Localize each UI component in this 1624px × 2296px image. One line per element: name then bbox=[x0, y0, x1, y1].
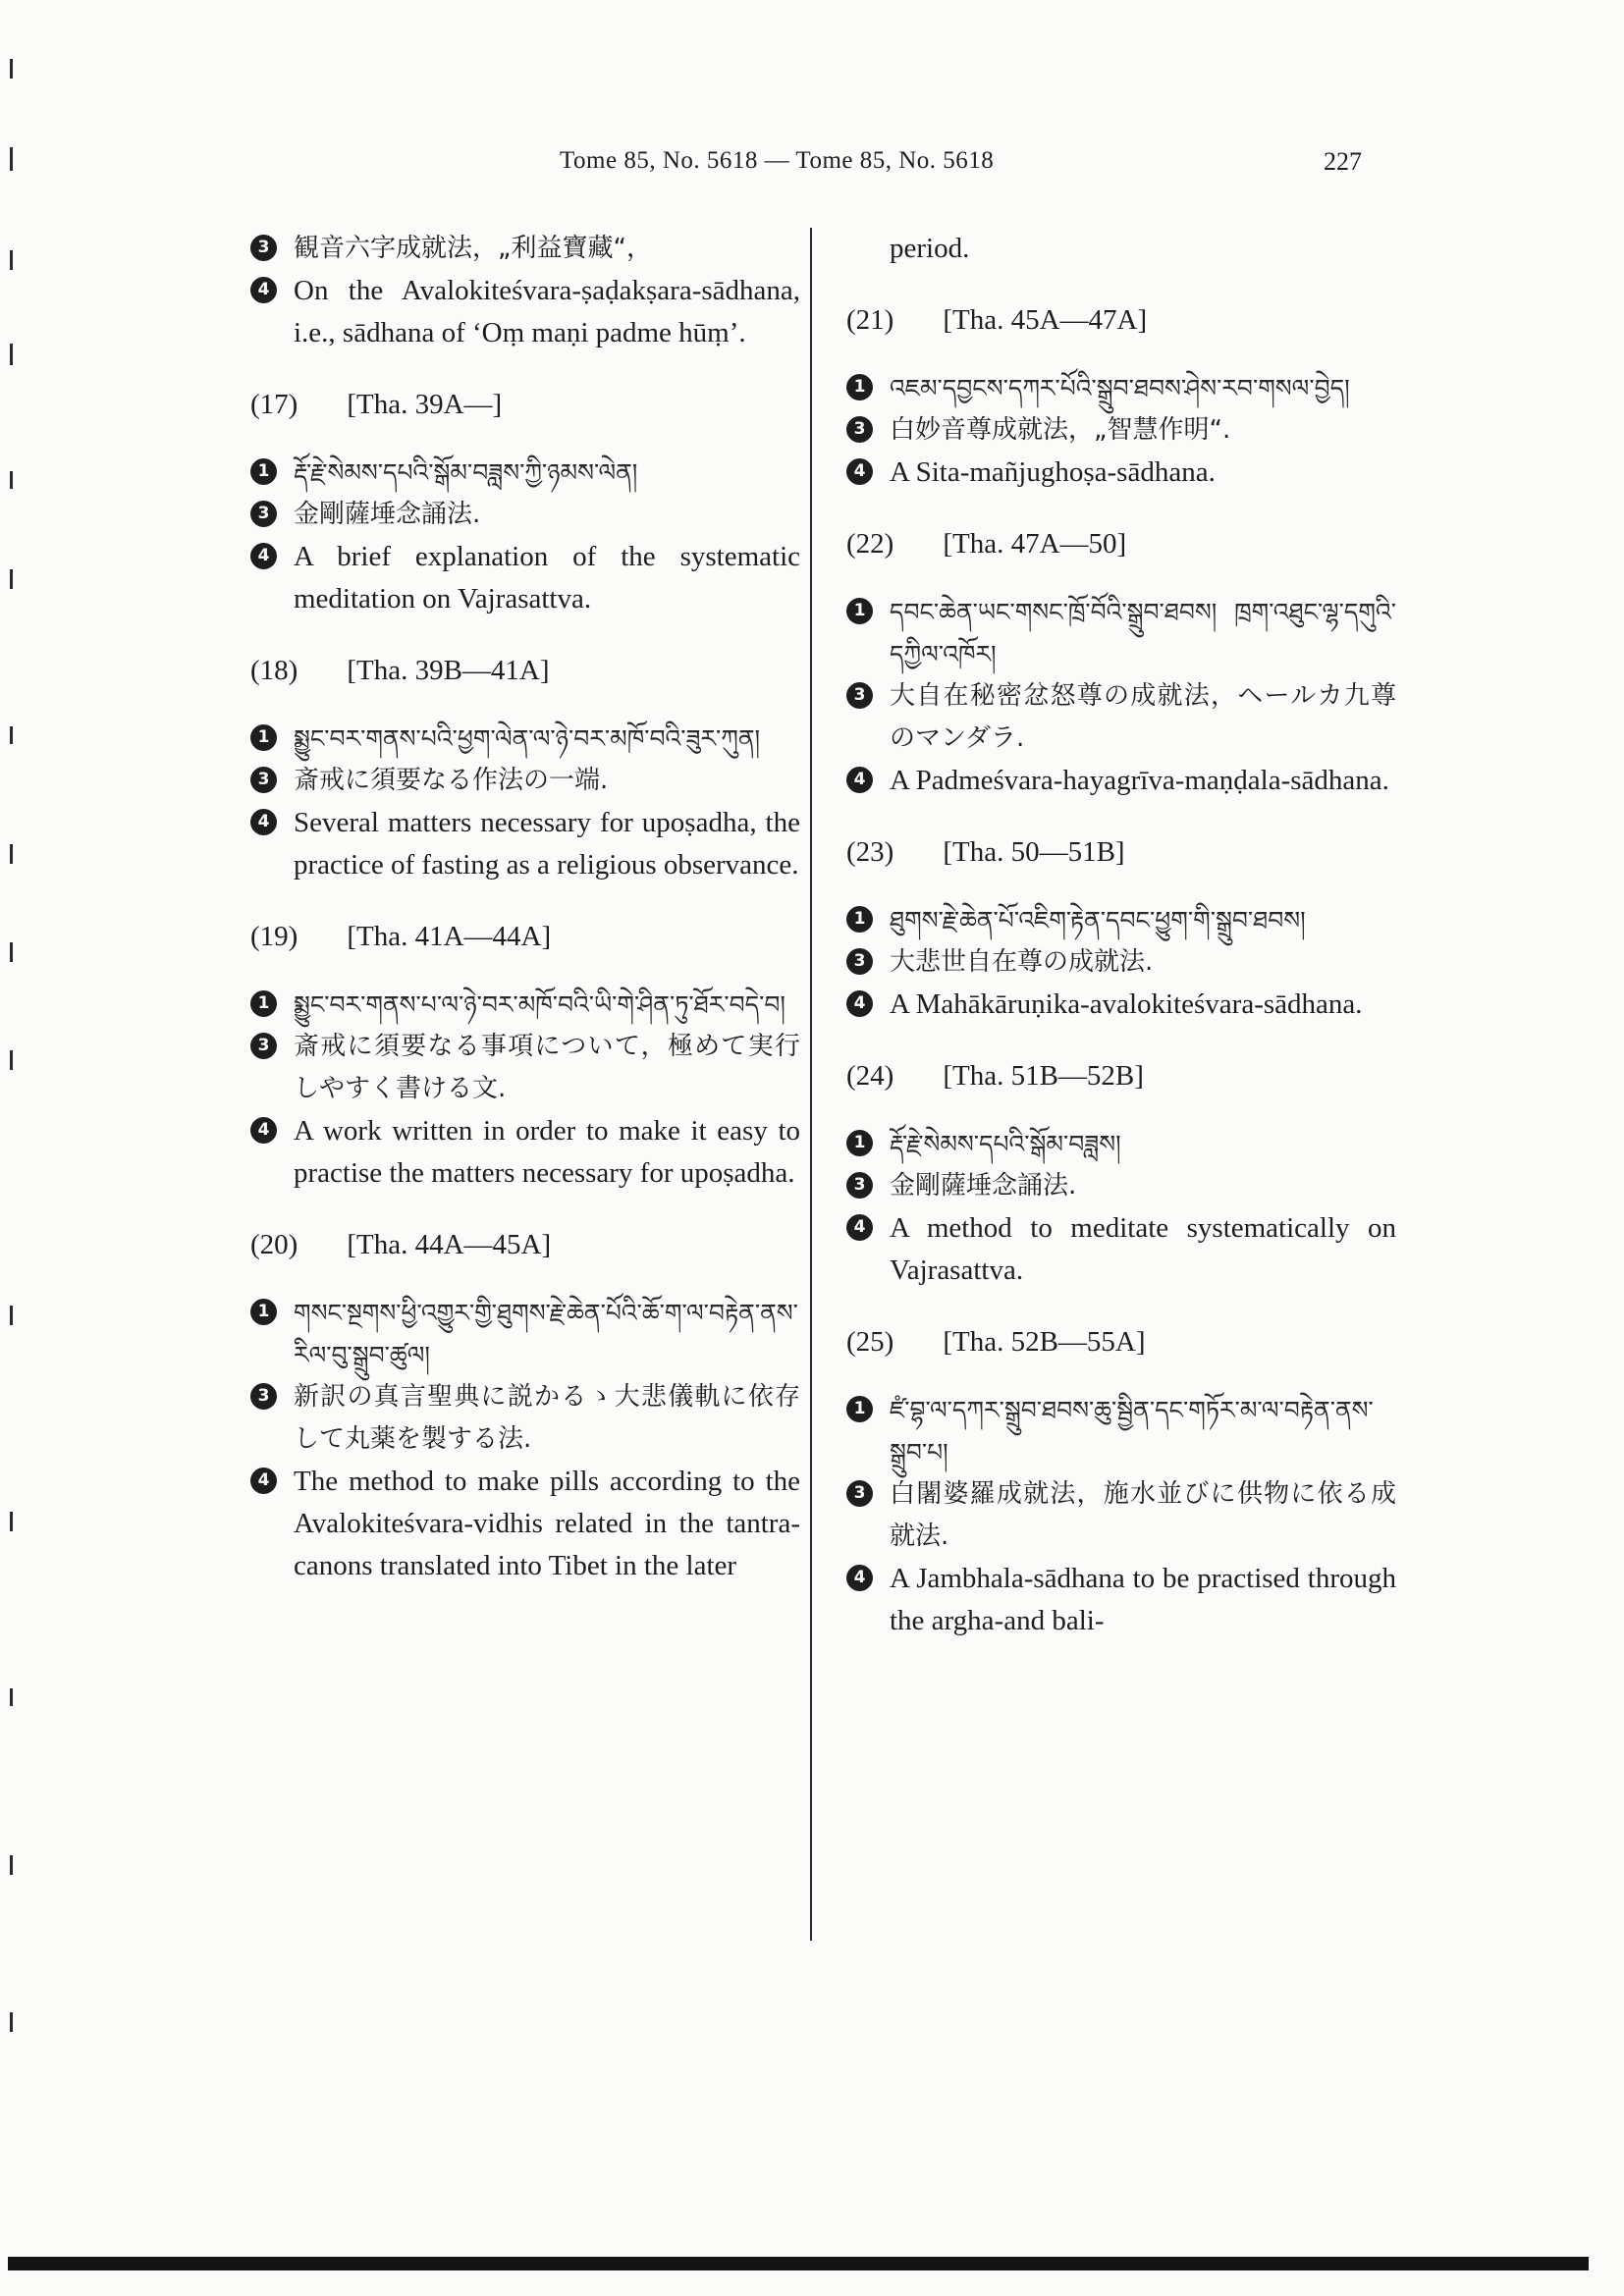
english-description: 4 A Mahākāruṇika-avalokiteśvara-sādhana. bbox=[846, 984, 1396, 1026]
marker-3: 3 bbox=[250, 1033, 277, 1059]
tibetan-title: 1 ཛཾ་བྷ་ལ་དཀར་སྒྲུབ་ཐབས་ཆུ་སྦྱིན་དང་གཏོར་མ་ལ་བརྟེན་ནས་སྒྲུབ་པ། bbox=[846, 1389, 1396, 1473]
entry-header bbox=[250, 650, 800, 692]
japanese-title: 3 斎戒に須要なる作法の一端. bbox=[250, 760, 800, 802]
folio-reference: [Tha. 52B—55A] bbox=[943, 1326, 1146, 1358]
entry-header bbox=[250, 916, 800, 958]
folio-reference: [Tha. 47A—50] bbox=[943, 528, 1127, 560]
entry-20-continuation bbox=[846, 228, 1396, 270]
entry-19 bbox=[250, 916, 800, 1195]
folio-reference: [Tha. 39B—41A] bbox=[347, 655, 550, 686]
marker-1: 1 bbox=[846, 1396, 873, 1422]
english-description: 4 A Jambhala-sādhana to be practised through the argha-and bali- bbox=[846, 1558, 1396, 1642]
japanese-title: 3 斎戒に須要なる事項について，極めて実行しやすく書ける文. bbox=[250, 1026, 800, 1110]
marker-4: 4 bbox=[846, 990, 873, 1017]
entry-header bbox=[846, 1055, 1396, 1097]
entry-header bbox=[846, 523, 1396, 565]
entry-17 bbox=[250, 384, 800, 620]
entry-header bbox=[846, 299, 1396, 342]
entry-22 bbox=[846, 523, 1396, 802]
marker-4: 4 bbox=[846, 767, 873, 793]
japanese-title: 3 大自在秘密忿怒尊の成就法，ヘールカ九尊のマンダラ. bbox=[846, 675, 1396, 760]
marker-3: 3 bbox=[250, 235, 277, 261]
entry-number: (20) bbox=[250, 1229, 298, 1260]
marker-3: 3 bbox=[250, 501, 277, 527]
page-header bbox=[0, 147, 1624, 187]
tibetan-title: 1 འཇམ་དབྱངས་དཀར་པོའི་སྒྲུབ་ཐབས་ཤེས་རབ་གསལ་བྱེད། bbox=[846, 367, 1396, 409]
marker-1: 1 bbox=[250, 990, 277, 1017]
folio-reference: [Tha. 51B—52B] bbox=[943, 1060, 1144, 1092]
entry-number: (17) bbox=[250, 389, 298, 420]
marker-4: 4 bbox=[250, 1117, 277, 1144]
marker-1: 1 bbox=[250, 724, 277, 751]
tibetan-title: 1 སྨྱུང་བར་གནས་པའི་ཕྱག་ལེན་ལ་ཉེ་བར་མཁོ་བའི་ཟུར་ཀུན། bbox=[250, 718, 800, 760]
english-description: 4 A work written in order to make it easy to practise the matters necessary for upoṣadha. bbox=[250, 1110, 800, 1195]
folio-reference: [Tha. 44A—45A] bbox=[347, 1229, 552, 1260]
entry-number: (22) bbox=[846, 528, 894, 560]
japanese-title: 3 新訳の真言聖典に説かるゝ大悲儀軌に依存して丸薬を製する法. bbox=[250, 1376, 800, 1461]
left-column bbox=[250, 228, 800, 1617]
japanese-title: 3 金剛薩埵念誦法. bbox=[250, 494, 800, 536]
scan-bottom-edge bbox=[8, 2257, 1589, 2270]
entry-number: (25) bbox=[846, 1326, 894, 1358]
japanese-title: 3 白闍婆羅成就法，施水並びに供物に依る成就法. bbox=[846, 1473, 1396, 1558]
tibetan-title: 1 དབང་ཆེན་ཡང་གསང་ཁྲོ་བོའི་སྒྲུབ་ཐབས། ཁྲག་འཐུང་ལྷ་དགུའི་དཀྱིལ་འཁོར། bbox=[846, 591, 1396, 675]
tibetan-title: 1 ཐུགས་རྗེ་ཆེན་པོ་འཇིག་རྟེན་དབང་ཕྱུག་གི་སྒྲུབ་ཐབས། bbox=[846, 899, 1396, 941]
folio-reference: [Tha. 45A—47A] bbox=[943, 304, 1148, 336]
entry-18 bbox=[250, 650, 800, 886]
english-description: 4 Several matters necessary for upoṣadha, the practice of fasting as a religious observance. bbox=[250, 802, 800, 886]
english-description: 4 The method to make pills according to the Avalokiteśvara-vidhis related in the tantra-canons translated into Tibet in the later bbox=[250, 1461, 800, 1587]
marker-4: 4 bbox=[250, 543, 277, 569]
marker-1: 1 bbox=[250, 1299, 277, 1325]
column-divider bbox=[810, 228, 812, 1941]
entry-21 bbox=[846, 299, 1396, 494]
marker-1: 1 bbox=[846, 1130, 873, 1156]
entry-number: (18) bbox=[250, 655, 298, 686]
entry-number: (19) bbox=[250, 921, 298, 952]
marker-3: 3 bbox=[250, 767, 277, 793]
english-description-continued: period. bbox=[890, 233, 970, 264]
page-number: 227 bbox=[1324, 147, 1362, 176]
entry-header bbox=[250, 1224, 800, 1266]
entry-number: (24) bbox=[846, 1060, 894, 1092]
tibetan-title: 1 རྡོ་རྗེ་སེམས་དཔའི་སྒོམ་བཟླས་ཀྱི་ཉམས་ལེན། bbox=[250, 452, 800, 494]
tibetan-title: 1 སྨྱུང་བར་གནས་པ་ལ་ཉེ་བར་མཁོ་བའི་ཡི་གེ་ཤིན་ཏུ་ཐོར་བདེ་བ། bbox=[250, 984, 800, 1026]
entry-23 bbox=[846, 831, 1396, 1026]
marker-4: 4 bbox=[250, 809, 277, 835]
folio-reference: [Tha. 50—51B] bbox=[943, 836, 1125, 868]
marker-1: 1 bbox=[846, 374, 873, 400]
entry-header bbox=[846, 831, 1396, 874]
marker-3: 3 bbox=[846, 682, 873, 709]
japanese-title: 3 白妙音尊成就法，„智慧作明“. bbox=[846, 409, 1396, 452]
marker-3: 3 bbox=[846, 1480, 873, 1507]
marker-4: 4 bbox=[846, 1214, 873, 1241]
marker-4: 4 bbox=[250, 277, 277, 303]
japanese-title: 3 観音六字成就法，„利益寶藏“， bbox=[250, 228, 800, 270]
entry-20 bbox=[250, 1224, 800, 1587]
marker-3: 3 bbox=[250, 1383, 277, 1410]
marker-3: 3 bbox=[846, 948, 873, 975]
scan-edge-marks bbox=[10, 59, 22, 2022]
marker-4: 4 bbox=[250, 1468, 277, 1494]
marker-3: 3 bbox=[846, 416, 873, 443]
english-description: 4 A Padmeśvara-hayagrīva-maṇḍala-sādhana. bbox=[846, 760, 1396, 802]
right-column bbox=[846, 228, 1396, 1672]
tibetan-title: 1 གསང་སྔགས་ཕྱི་འགྱུར་གྱི་ཐུགས་རྗེ་ཆེན་པོའི་ཆོ་ག་ལ་བརྟེན་ནས་རིལ་བུ་སྒྲུབ་ཚུལ། bbox=[250, 1292, 800, 1376]
folio-reference: [Tha. 41A—44A] bbox=[347, 921, 552, 952]
marker-1: 1 bbox=[846, 906, 873, 933]
japanese-title: 3 金剛薩埵念誦法. bbox=[846, 1165, 1396, 1207]
english-description: 4 A brief explanation of the systematic meditation on Vajrasattva. bbox=[250, 536, 800, 620]
english-description: 4 On the Avalokiteśvara-ṣaḍakṣara-sādhana, i.e., sādhana of ‘Oṃ maṇi padme hūṃ’. bbox=[250, 270, 800, 354]
marker-4: 4 bbox=[846, 458, 873, 485]
entry-header bbox=[846, 1321, 1396, 1363]
marker-3: 3 bbox=[846, 1172, 873, 1199]
marker-1: 1 bbox=[250, 458, 277, 485]
english-description: 4 A method to meditate systematically on Vajrasattva. bbox=[846, 1207, 1396, 1292]
english-description: 4 A Sita-mañjughoṣa-sādhana. bbox=[846, 452, 1396, 494]
marker-4: 4 bbox=[846, 1565, 873, 1591]
entry-number: (21) bbox=[846, 304, 894, 336]
entry-16-tail bbox=[250, 228, 800, 354]
entry-25 bbox=[846, 1321, 1396, 1642]
tibetan-title: 1 རྡོ་རྗེ་སེམས་དཔའི་སྒོམ་བཟླས། bbox=[846, 1123, 1396, 1165]
folio-reference: [Tha. 39A—] bbox=[347, 389, 503, 420]
marker-1: 1 bbox=[846, 598, 873, 624]
entry-header bbox=[250, 384, 800, 426]
entry-24 bbox=[846, 1055, 1396, 1292]
running-title: Tome 85, No. 5618 — Tome 85, No. 5618 bbox=[560, 147, 995, 174]
entry-number: (23) bbox=[846, 836, 894, 868]
japanese-title: 3 大悲世自在尊の成就法. bbox=[846, 941, 1396, 984]
